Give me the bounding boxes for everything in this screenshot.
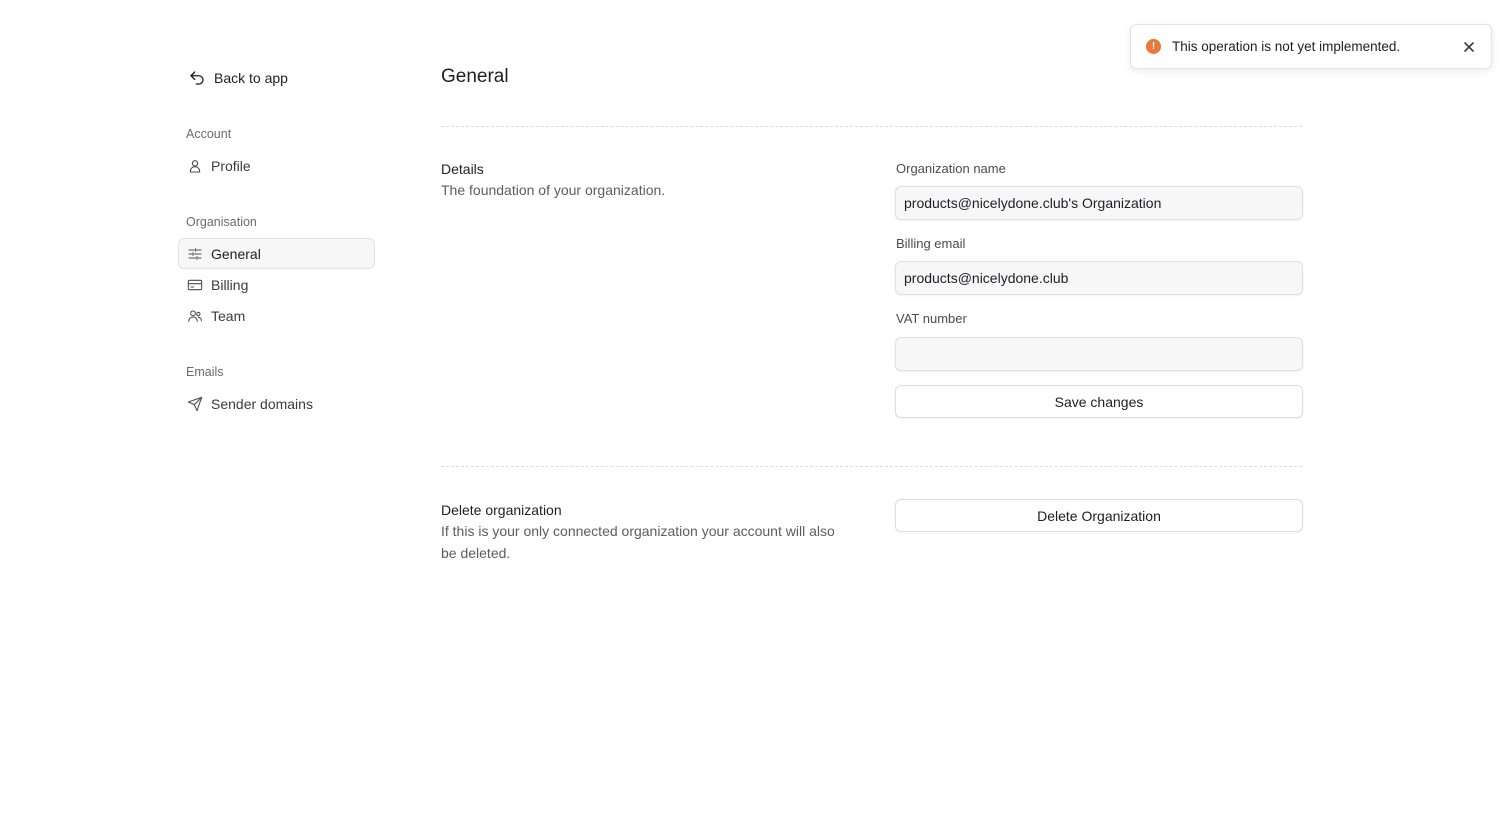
sidebar-item-billing[interactable] [178,269,375,300]
delete-organization-button[interactable]: Delete Organization [895,499,1303,532]
close-icon[interactable] [1461,39,1477,55]
billing-email-input[interactable] [895,261,1303,295]
vat-number-input[interactable] [895,337,1303,371]
section-label-organisation: Organisation [186,215,257,229]
sidebar-item-team[interactable] [178,300,375,331]
sidebar-item-label: Sender domains [211,395,313,412]
section-label-account: Account [186,127,232,141]
delete-section-title: Delete organization [441,502,562,518]
alert-circle-icon: ! [1146,39,1161,54]
sidebar-item-label: Team [211,307,246,324]
sidebar-item-label: General [211,245,261,262]
sliders-icon [187,246,203,262]
user-icon [187,158,203,174]
sidebar-item-label: Billing [211,276,249,293]
toast-message: This operation is not yet implemented. [1172,39,1401,54]
org-name-input[interactable] [895,186,1303,220]
users-icon [187,308,203,324]
billing-email-label: Billing email [896,236,966,251]
details-section-title: Details [441,161,484,177]
back-to-app-link[interactable] [178,64,375,92]
send-icon [187,396,203,412]
save-changes-button[interactable]: Save changes [895,385,1303,418]
settings-sidebar [178,64,375,419]
section-divider [441,126,1302,127]
sidebar-item-profile[interactable] [178,150,375,181]
vat-number-label: VAT number [896,311,967,326]
delete-section-description: If this is your only connected organization your account will also be deleted. [441,523,835,561]
toast-notification [1130,24,1492,69]
org-name-label: Organization name [896,161,1006,176]
section-divider [441,466,1302,467]
back-to-app-label: Back to app [214,70,288,86]
section-label-emails: Emails [186,365,224,379]
sidebar-item-sender-domains[interactable] [178,388,375,419]
page-title: General [441,66,509,87]
sidebar-item-label: Profile [211,157,251,174]
credit-card-icon [187,277,203,293]
undo-arrow-icon [188,69,206,87]
details-section-description: The foundation of your organization. [441,182,666,198]
sidebar-item-general[interactable] [178,238,375,269]
